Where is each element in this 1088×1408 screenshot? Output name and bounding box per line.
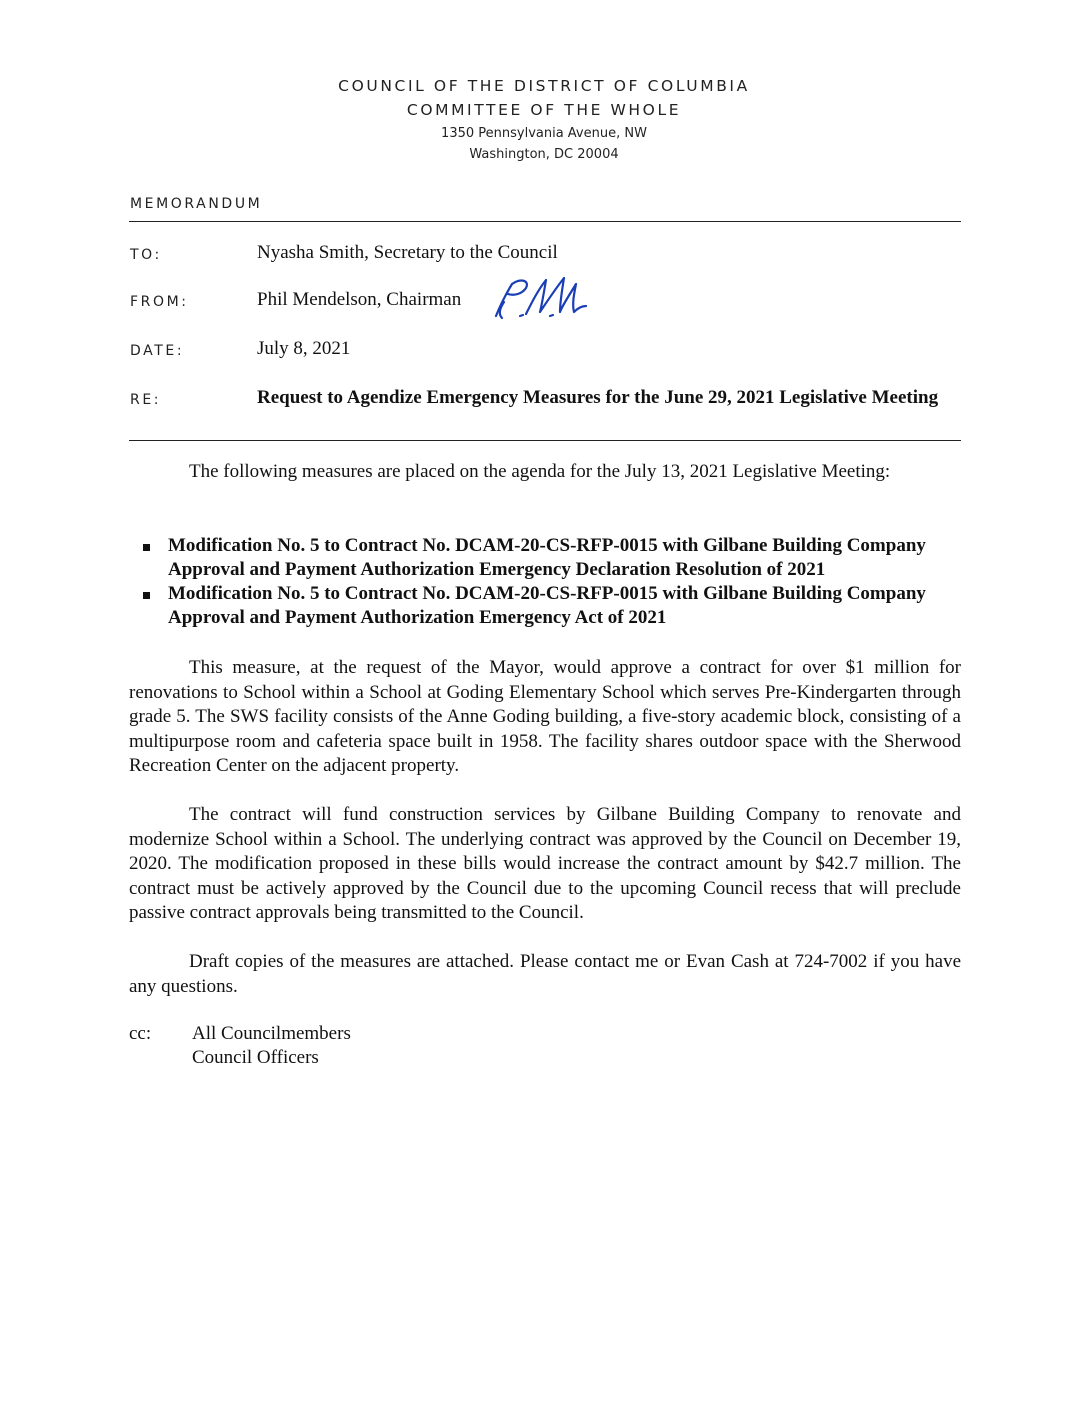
measure-1-line-1: Modification No. 5 to Contract No. DCAM-20-CS-RFP-0015 with Gilbane Building Company: [168, 535, 926, 556]
letterhead-address: 1350 Pennsylvania Avenue, NW: [441, 126, 647, 141]
re-subject: Request to Agendize Emergency Measures for the June 29, 2021 Legislative Meeting: [257, 387, 939, 408]
cc-label: cc:: [129, 1023, 152, 1044]
memo-title: MEMORANDUM: [130, 196, 263, 212]
measure-1-line-2: Approval and Payment Authorization Emergency Declaration Resolution of 2021: [168, 559, 826, 580]
paragraph-contact: Draft copies of the measures are attached. Please contact me or Evan Cash at 724-7002 if you have any questions.: [129, 951, 961, 997]
bottom-rule: [129, 440, 961, 441]
bullet-marker: [143, 592, 150, 599]
bullet-marker: [143, 544, 150, 551]
to-label: TO:: [130, 247, 162, 263]
letterhead-city: Washington, DC 20004: [469, 147, 619, 162]
date-value: July 8, 2021: [257, 338, 351, 359]
from-value: Phil Mendelson, Chairman: [257, 289, 462, 310]
letterhead-committee: COMMITTEE OF THE WHOLE: [406, 101, 682, 119]
intro-paragraph: The following measures are placed on the agenda for the July 13, 2021 Legislative Meeting:: [189, 461, 891, 482]
from-label: FROM:: [130, 294, 189, 310]
to-value: Nyasha Smith, Secretary to the Council: [257, 242, 558, 263]
paragraph-contract-summary: This measure, at the request of the Mayor, would approve a contract for over $1 million for renovations to School within a School at Goding Elementary School which serves Pre-Kindergarten through grade 5. The SWS facility consists of the Anne Goding building, a five-story academic block, consisting of a multipurpose room and cafeteria space built in 1958. The facility shares outdoor space with the Sherwood Recreation Center on the adjacent property.: [129, 657, 961, 776]
measure-2-line-2: Approval and Payment Authorization Emergency Act of 2021: [168, 607, 667, 628]
top-rule: [129, 221, 961, 222]
re-label: RE:: [130, 392, 162, 408]
paragraph-contract-details: The contract will fund construction services by Gilbane Building Company to renovate and modernize School within a School. The underlying contract was approved by the Council on December 19, 2020. The modification proposed in these bills would increase the contract amount by $42.7 million. The contract must be actively approved by the Council due to the upcoming Council recess that will preclude passive contract approvals being transmitted to the Council.: [129, 804, 961, 923]
measure-2-line-1: Modification No. 5 to Contract No. DCAM-20-CS-RFP-0015 with Gilbane Building Company: [168, 583, 926, 604]
cc-recipient: Council Officers: [192, 1047, 319, 1068]
date-label: DATE:: [130, 343, 185, 359]
signature-initials: [490, 272, 594, 324]
cc-recipient: All Councilmembers: [192, 1023, 351, 1044]
letterhead-council: COUNCIL OF THE DISTRICT OF COLUMBIA: [338, 77, 750, 95]
